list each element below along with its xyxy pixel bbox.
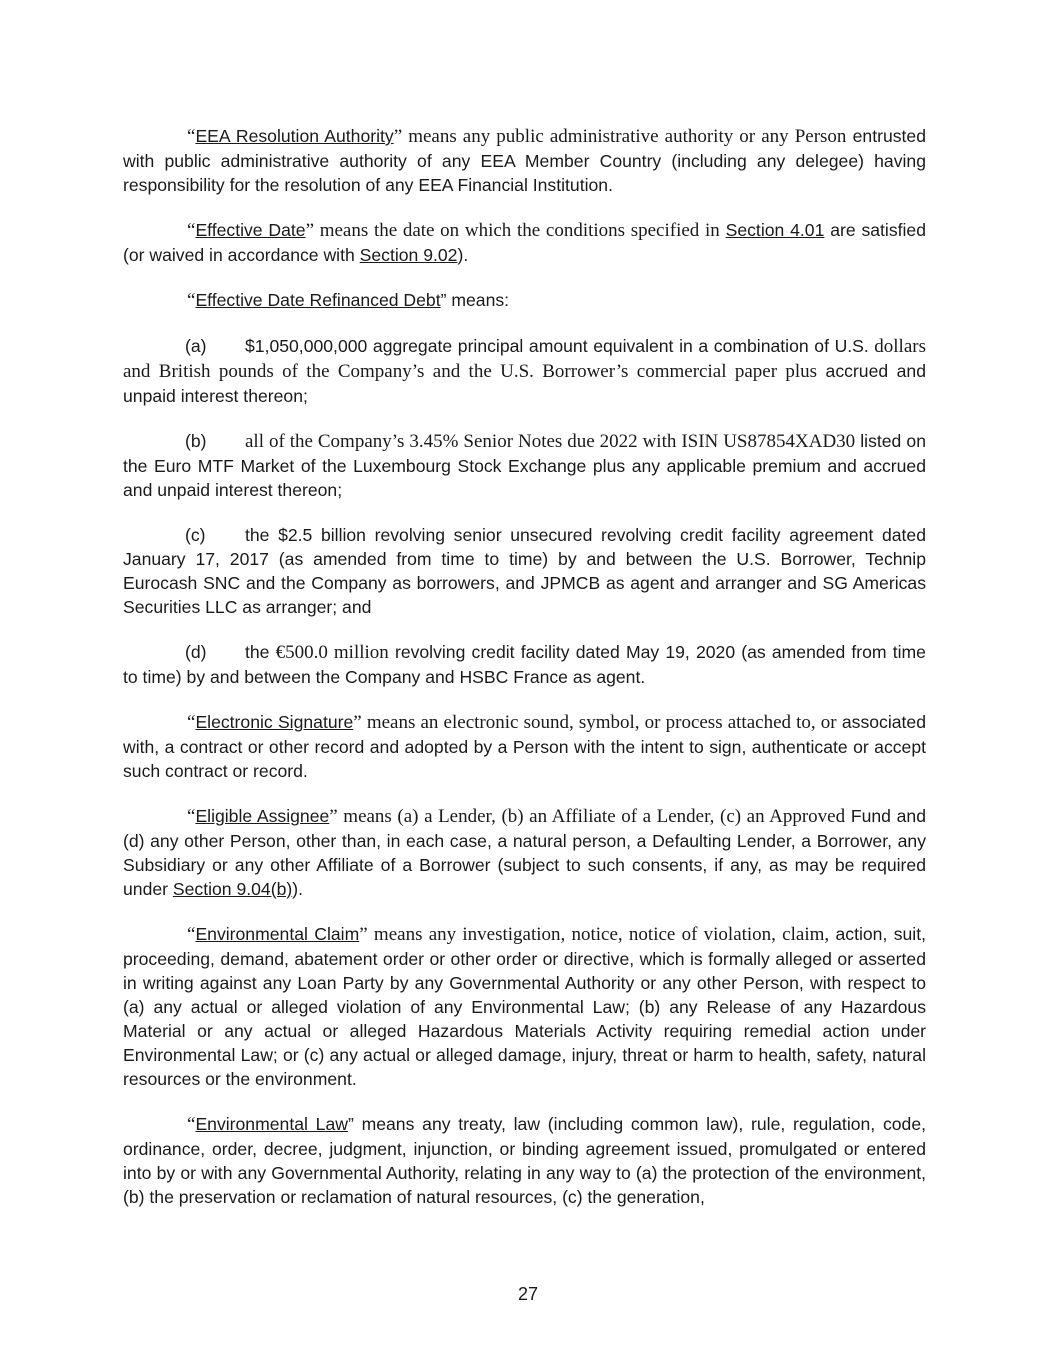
definition-effective-date-refinanced-debt — [123, 288, 926, 313]
item-text: dollars and British pounds of the Company’s and the U.S. Borrower’s commercial paper plus — [123, 336, 926, 382]
definition-text: ). — [457, 245, 469, 265]
open-quote: “ — [187, 712, 196, 733]
definition-text: entrusted with public administrative authority of any EEA Member Country (including any delegee) having responsibility for the resolution of any EEA Financial Institution. — [123, 126, 927, 195]
definition-text: ” means: — [440, 290, 510, 310]
defined-term: Effective Date — [195, 220, 306, 240]
document-body — [123, 124, 926, 1230]
definition-eea-resolution-authority — [123, 124, 926, 197]
definition-text: ” means any investigation, notice, notice of violation, claim, — [359, 924, 830, 945]
item-label: (c) — [185, 525, 206, 545]
definition-text: are satisfied (or waived in accordance with — [123, 220, 926, 265]
section-reference: Section 9.04(b) — [172, 879, 293, 899]
definition-environmental-claim — [123, 922, 926, 1091]
item-text: the $2.5 billion revolving senior unsecured revolving credit facility agreement dated January 17, 2017 (as amended from time to time) by and between the U.S. Borrower, Technip Eurocash SNC and the Company as borrowers, and JPMCB as agent and arranger and SG Americas Securities LLC as arranger; and — [123, 525, 926, 617]
item-label: (a) — [185, 336, 207, 356]
defined-term: Electronic Signature — [195, 712, 354, 732]
open-quote: “ — [187, 924, 196, 945]
item-label: (b) — [185, 431, 207, 451]
open-quote: “ — [187, 126, 196, 147]
item-text: listed on the Euro MTF Market of the Luxembourg Stock Exchange plus any applicable premium and accrued and unpaid interest thereon; — [123, 431, 926, 500]
open-quote: “ — [187, 220, 196, 241]
refinanced-item-c — [123, 523, 926, 619]
open-quote: “ — [187, 806, 196, 827]
definition-text: associated with, a contract or other record and adopted by a Person with the intent to sign, authenticate or accept such contract or record. — [123, 712, 926, 781]
definition-eligible-assignee — [123, 804, 926, 901]
item-text: $1,050,000,000 aggregate principal amount equivalent in a combination of U.S. — [245, 336, 869, 356]
defined-term: EEA Resolution Authority — [195, 126, 394, 146]
open-quote: “ — [187, 1114, 196, 1135]
item-text: revolving credit facility dated May 19, 2020 (as amended from time to time) by and between the Company and HSBC France as agent. — [123, 642, 926, 687]
definition-text: ” means an electronic sound, symbol, or process attached to, or — [353, 712, 837, 733]
open-quote: “ — [187, 290, 196, 311]
section-reference: Section 4.01 — [725, 220, 825, 240]
definition-text: ” means any public administrative authority or any Person — [393, 126, 847, 147]
definition-electronic-signature — [123, 710, 926, 783]
item-text: accrued and unpaid interest thereon; — [123, 361, 926, 406]
section-reference: Section 9.02 — [359, 245, 458, 265]
definition-text: ” means (a) a Lender, (b) an Affiliate of a Lender, (c) an Approved — [329, 806, 846, 827]
item-text: the — [245, 642, 276, 662]
defined-term: Effective Date Refinanced Debt — [195, 290, 441, 310]
definition-text: ” means any treaty, law (including common law), rule, regulation, code, ordinance, order, decree, judgment, injunction, or binding agreement issued, promulgated or entered into by or with any Governmental Authority, relating in any way to (a) the protection of the environment, (b) the preservation or reclamation of natural resources, (c) the generation, — [123, 1114, 926, 1207]
item-text: €500.0 million — [275, 642, 389, 663]
refinanced-item-a — [123, 334, 926, 408]
definition-text: ). — [292, 879, 303, 899]
item-text: all of the Company’s 3.45% Senior Notes due 2022 with ISIN US87854XAD30 — [245, 431, 856, 452]
definition-text: ” means the date on which the conditions specified in — [305, 220, 720, 241]
definition-effective-date — [123, 218, 926, 267]
defined-term: Environmental Claim — [195, 924, 360, 944]
item-label: (d) — [185, 642, 207, 662]
definition-text: action, suit, proceeding, demand, abatement order or other order or directive, which is formally alleged or asserted in writing against any Loan Party by any Governmental Authority or any other Person, with respect to (a) any actual or alleged violation of any Environmental Law; (b) any Release of any Hazardous Material or any actual or alleged Hazardous Materials Activity requiring remedial action under Environmental Law; or (c) any actual or alleged damage, injury, threat or harm to health, safety, natural resources or the environment. — [123, 924, 926, 1089]
defined-term: Environmental Law — [195, 1114, 348, 1134]
page-number: 27 — [517, 1284, 539, 1304]
refinanced-item-b — [123, 429, 926, 502]
definition-text: Fund and (d) any other Person, other than, in each case, a natural person, a Defaulting Lender, a Borrower, any Subsidiary or any other Affiliate of a Borrower (subject to such consents, if any, as may be required under — [123, 806, 926, 899]
definition-environmental-law — [123, 1112, 926, 1209]
refinanced-item-d — [123, 640, 926, 689]
defined-term: Eligible Assignee — [195, 806, 330, 826]
